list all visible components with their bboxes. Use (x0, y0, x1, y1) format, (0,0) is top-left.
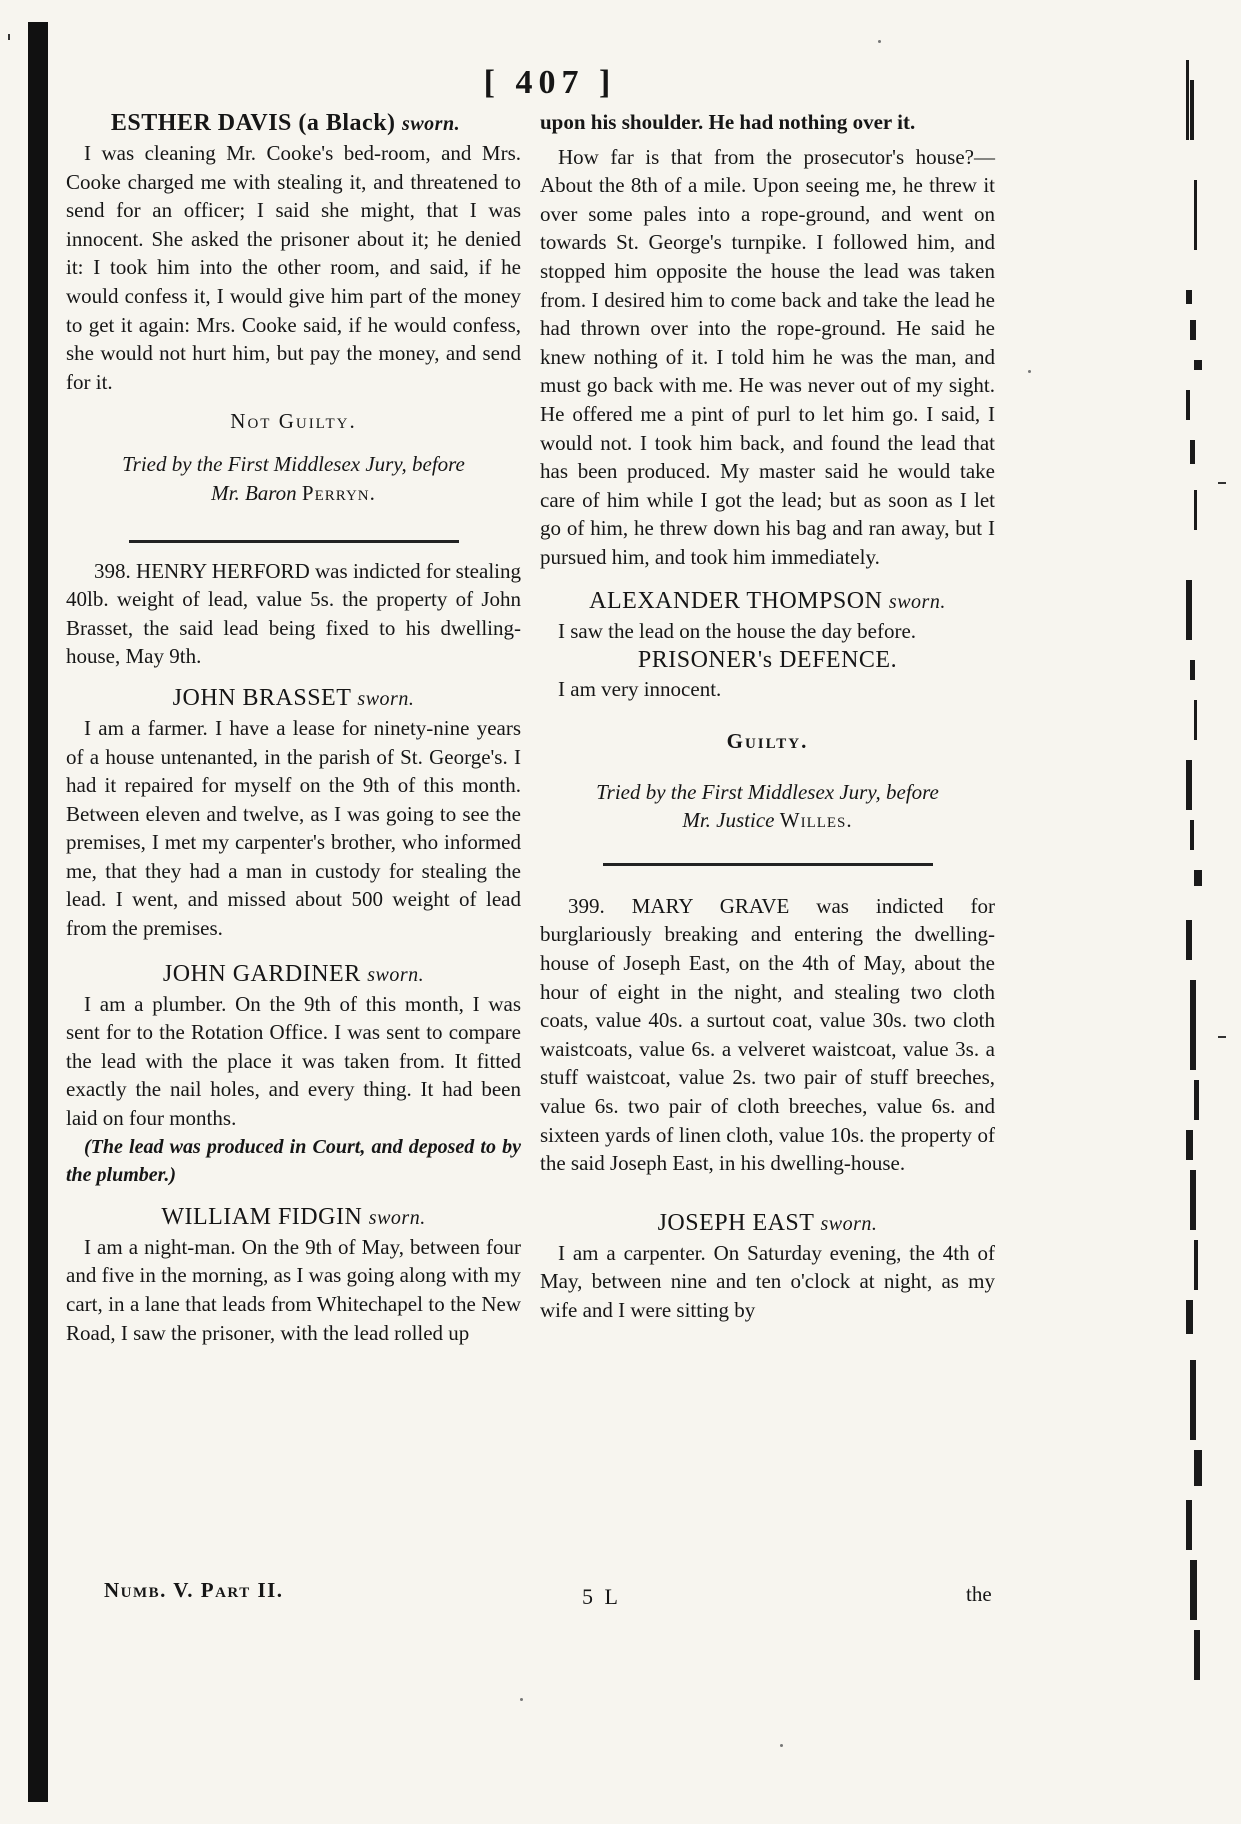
witness-heading (50, 108, 521, 139)
judge-name: Willes. (779, 808, 853, 833)
scan-edge-mark (1186, 290, 1192, 304)
left-column (66, 108, 521, 1347)
scan-edge-mark (1194, 1450, 1202, 1486)
scan-edge-mark (1186, 60, 1189, 140)
scan-edge-mark (1194, 490, 1197, 530)
testimony: I saw the lead on the house the day before. (558, 618, 917, 643)
defence-text: I am very innocent. (558, 677, 722, 702)
witness-heading (540, 586, 995, 617)
sworn-label: sworn. (368, 1206, 426, 1229)
tried-line: Tried by the First Middlesex Jury, before (596, 779, 939, 804)
scan-mark (1218, 1036, 1226, 1038)
scan-edge-mark (1194, 1240, 1198, 1290)
scan-edge-mark (1190, 440, 1195, 464)
scan-edge-mark (1186, 920, 1192, 960)
sworn-label: sworn. (357, 687, 415, 710)
witness-name: ALEXANDER THOMPSON (589, 587, 883, 614)
defence-heading: PRISONER's DEFENCE. (637, 647, 898, 674)
scan-mark (1218, 482, 1226, 484)
sworn-label: sworn. (820, 1212, 878, 1235)
scan-edge-mark (1194, 360, 1202, 370)
testimony: I was cleaning Mr. Cooke's bed-room, and Mrs. Cooke charged me with stealing it, and threatened to send for an officer; I said she might, that I was innocent. She asked the prisoner about it; he denied it: I took him into the other room, and said, if he would confess it, I would give him part of the money to get it again: Mrs. Cooke said, if he would confess, she would not hurt him, but pay the money, and send for it. (66, 141, 521, 394)
catchword: the (966, 1582, 992, 1606)
right-column (540, 108, 995, 1325)
witness-name: WILLIAM FIDGIN (161, 1203, 363, 1230)
scan-edge-mark (1190, 820, 1194, 850)
witness-heading (66, 1202, 521, 1233)
scan-edge-mark (1186, 390, 1190, 420)
case-indictment: 398. HENRY HERFORD was indicted for stealing 40lb. weight of lead, value 5s. the property of John Brasset, the said lead being fixed to his dwelling-house, May 9th. (66, 558, 521, 669)
witness-name: ESTHER DAVIS (a Black) (110, 110, 396, 136)
scan-edge-mark (1194, 1080, 1199, 1120)
scan-edge-mark (1186, 760, 1192, 810)
case-indictment: 399. MARY GRAVE was indicted for burglariously breaking and entering the dwelling-house of Joseph East, on the 4th of May, about the hour of eight in the night, and stealing two cloth coats, value 40s. a surtout coat, value 30s. two cloth waistcoats, value 6s. a velveret waistcoat, value 3s. a stuff waistcoat, value 2s. two pair of stuff breeches, value 6s. two pair of cloth breeches, value 6s. and sixteen yards of linen cloth, value 10s. the property of the said Joseph East, in his dwelling-house. (540, 893, 995, 1176)
witness-heading (540, 1208, 995, 1239)
scan-edge-mark (1190, 980, 1196, 1070)
scan-edge-mark (1186, 580, 1192, 640)
court-note: (The lead was produced in Court, and deposed to by the plumber.) (66, 1135, 521, 1187)
scan-edge-strip (1186, 60, 1210, 1700)
scan-mark (8, 34, 10, 40)
tried-line: Tried by the First Middlesex Jury, before (122, 452, 465, 477)
testimony: I am a plumber. On the 9th of this month, I was sent for to the Rotation Office. I was sent to compare the lead with the place it was taken from. It fitted exactly the nail holes, and every thing. It had been laid on four months. (66, 991, 521, 1131)
sworn-label: sworn. (888, 590, 946, 613)
witness-heading (66, 959, 521, 990)
scan-speck (878, 40, 881, 43)
scan-edge-mark (1194, 180, 1197, 250)
witness-heading (66, 683, 521, 714)
judge-name: Perryn. (301, 480, 376, 505)
testimony: I am a carpenter. On Saturday evening, the 4th of May, between nine and ten o'clock at night, as my wife and I were sitting by (540, 1240, 995, 1322)
witness-name: JOHN GARDINER (162, 960, 361, 987)
scan-edge-mark (1194, 870, 1202, 886)
witness-name: JOSEPH EAST (657, 1209, 815, 1236)
issue-part-label: Numb. V. Part II. (104, 1578, 284, 1602)
scan-edge-mark (1190, 1360, 1196, 1440)
verdict: Not Guilty. (230, 409, 357, 434)
scan-edge-mark (1190, 1560, 1197, 1620)
judge-title: Mr. Baron (211, 480, 297, 505)
testimony-continued: upon his shoulder. He had nothing over it. (540, 110, 916, 134)
tried-line (540, 806, 995, 835)
judge-title: Mr. Justice (682, 808, 775, 833)
binding-shadow (28, 22, 48, 1802)
sworn-label: sworn. (367, 963, 425, 986)
scan-edge-mark (1186, 1300, 1193, 1334)
scan-edge-mark (1194, 1630, 1200, 1680)
signature-mark: 5 L (582, 1584, 621, 1609)
testimony: I am a night-man. On the 9th of May, between four and five in the morning, as I was going along with my cart, in a lane that leads from Whitechapel to the New Road, I saw the prisoner, with the lead rolled up (66, 1234, 521, 1345)
scan-edge-mark (1190, 660, 1195, 680)
scan-edge-mark (1186, 1130, 1193, 1160)
scan-edge-mark (1194, 700, 1197, 740)
scan-edge-mark (1190, 1170, 1196, 1230)
scan-speck (780, 1744, 783, 1747)
testimony: How far is that from the prosecutor's house?—About the 8th of a mile. Upon seeing me, he threw it over some pales into a rope-ground, and went on towards St. George's turnpike. I followed him, and stopped him opposite the house the lead was taken from. I desired him to come back and take the lead he had thrown over into the rope-ground. He said he knew nothing of it. I told him he was the man, and must go back with me. He was never out of my sight. He offered me a pint of purl to let him go. I said, I would not. I took him back, and found the lead that has been produced. My master said he would take care of him while I got the lead; but as soon as I let go of him, he threw down his bag and ran away, but I pursued him, and took him immediately. (540, 144, 995, 569)
scan-edge-mark (1190, 80, 1194, 140)
witness-name: JOHN BRASSET (172, 684, 351, 711)
page-number-header: [ 407 ] (483, 64, 617, 101)
verdict: Guilty. (726, 728, 809, 753)
tried-line (66, 479, 521, 508)
testimony: I am a farmer. I have a lease for ninety-nine years of a house untenanted, in the parish of St. George's. I had it repaired for myself on the 9th of this month. Between eleven and twelve, as I was going to see the premises, I met my carpenter's brother, who informed me, that they had a man in custody for stealing the lead. I went, and missed about 500 weight of lead from the premises. (66, 715, 521, 941)
sworn-label: sworn. (402, 113, 461, 135)
scan-edge-mark (1190, 320, 1196, 340)
scan-speck (1028, 370, 1031, 373)
scan-edge-mark (1186, 1500, 1192, 1550)
scan-speck (520, 1698, 523, 1701)
